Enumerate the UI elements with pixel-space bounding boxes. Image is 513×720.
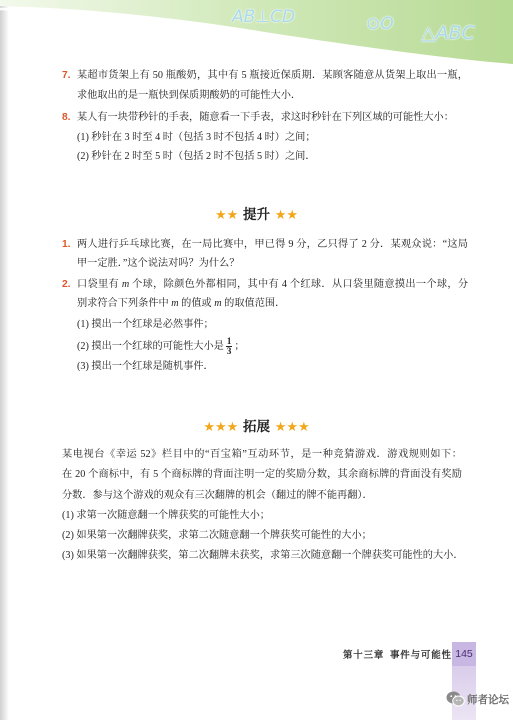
problem-text-line: 两人进行乒乓球比赛，在一局比赛中，甲已得 9 分，乙只得了 2 分．某观众说：“这局 xyxy=(77,239,468,250)
star-icon xyxy=(215,208,227,223)
problem-number: 1. xyxy=(62,239,71,250)
star-icon xyxy=(203,420,215,435)
decor-label-triangle: △ABC xyxy=(421,22,475,44)
text-segment: 的取值范围． xyxy=(221,298,286,309)
text-segment: ； xyxy=(234,340,245,352)
text-segment: 个球，除颜色外都相同，其中有 4 个红球．从口袋里随意摸出一个球，分 xyxy=(129,279,469,290)
problem-text-line xyxy=(77,278,468,292)
watermark-text: 师者论坛 xyxy=(467,694,509,706)
footer-chapter: 第十三章 xyxy=(343,650,385,661)
sub-question: (2) 如果第一次翻牌获奖，求第二次随意翻一个牌获奖可能性的大小； xyxy=(62,530,372,541)
star-icon xyxy=(298,420,310,435)
star-icon xyxy=(227,208,239,223)
sub-question: (3) 如果第一次翻牌获奖，第二次翻牌未获奖，求第三次随意翻一个牌获奖可能性的大小． xyxy=(62,550,464,561)
text-segment: 口袋里有 xyxy=(77,279,122,290)
sub-question: (1) 秒针在 3 时至 4 时（包括 3 时不包括 4 时）之间； xyxy=(77,132,316,143)
footer-chapter-title: 事件与可能性 xyxy=(390,650,452,661)
decor-label-perpendicular: AB⊥CD xyxy=(232,7,296,27)
problem-text-line: 某超市货架上有 50 瓶酸奶，其中有 5 瓶接近保质期．某顾客随意从货架上取出一瓶， xyxy=(77,70,468,81)
variable-m: m xyxy=(171,298,179,309)
section-title: 拓展 xyxy=(243,419,270,435)
text-segment: 的值或 xyxy=(178,298,215,309)
star-icon xyxy=(275,208,287,223)
fraction-numerator: 1 xyxy=(226,336,232,346)
sub-question: (2) 秒针在 2 时至 5 时（包括 2 时不包括 5 时）之间． xyxy=(77,151,316,162)
problem-number: 2. xyxy=(62,279,71,290)
sub-question: (3) 摸出一个红球是随机事件． xyxy=(77,361,214,372)
section-title: 提升 xyxy=(243,207,270,223)
decor-label-circle: ⊙O xyxy=(366,14,394,34)
variable-m: m xyxy=(121,279,130,290)
text-segment: 别求符合下列条件中 xyxy=(77,298,172,309)
problem-text-line: 求他取出的是一瓶快到保质期酸奶的可能性大小． xyxy=(77,90,302,101)
paragraph-line: 在 20 个商标中，有 5 个商标牌的背面注明一定的奖励分数，其余商标牌的背面没有奖励 xyxy=(62,469,462,480)
variable-m: m xyxy=(214,298,222,309)
star-icon xyxy=(275,420,287,435)
problem-text-line: 甲一定胜．”这个说法对吗？为什么？ xyxy=(77,258,240,269)
star-icon xyxy=(286,208,298,223)
sub-question xyxy=(77,337,245,356)
page-number: 145 xyxy=(452,642,476,666)
text-segment: (2) 摸出一个红球的可能性大小是 xyxy=(77,340,224,352)
sub-question: (1) 摸出一个红球是必然事件； xyxy=(77,319,214,330)
problem-text-line: 某人有一块带秒针的手表，随意看一下手表，求这时秒针在下列区域的可能性大小： xyxy=(77,112,454,123)
star-icon xyxy=(227,420,239,435)
fraction-denominator: 3 xyxy=(226,346,232,356)
paragraph-line: 分数．参与这个游戏的观众有三次翻牌的机会（翻过的牌不能再翻）． xyxy=(62,490,373,501)
fraction xyxy=(226,337,233,356)
wechat-icon xyxy=(446,690,465,708)
section-heading-advance xyxy=(0,206,513,225)
star-icon xyxy=(215,420,227,435)
problem-text-line xyxy=(77,297,285,311)
problem-number: 8. xyxy=(62,112,71,123)
paragraph-line: 某电视台《幸运 52》栏目中的“百宝箱”互动环节，是一种竞猜游戏．游戏规则如下： xyxy=(62,449,462,460)
problem-number: 7. xyxy=(62,70,71,81)
star-icon xyxy=(286,420,298,435)
sub-question: (1) 求第一次随意翻一个牌获奖的可能性大小； xyxy=(62,510,270,521)
section-heading-extend xyxy=(0,418,513,437)
page-gutter-shadow xyxy=(0,0,9,720)
